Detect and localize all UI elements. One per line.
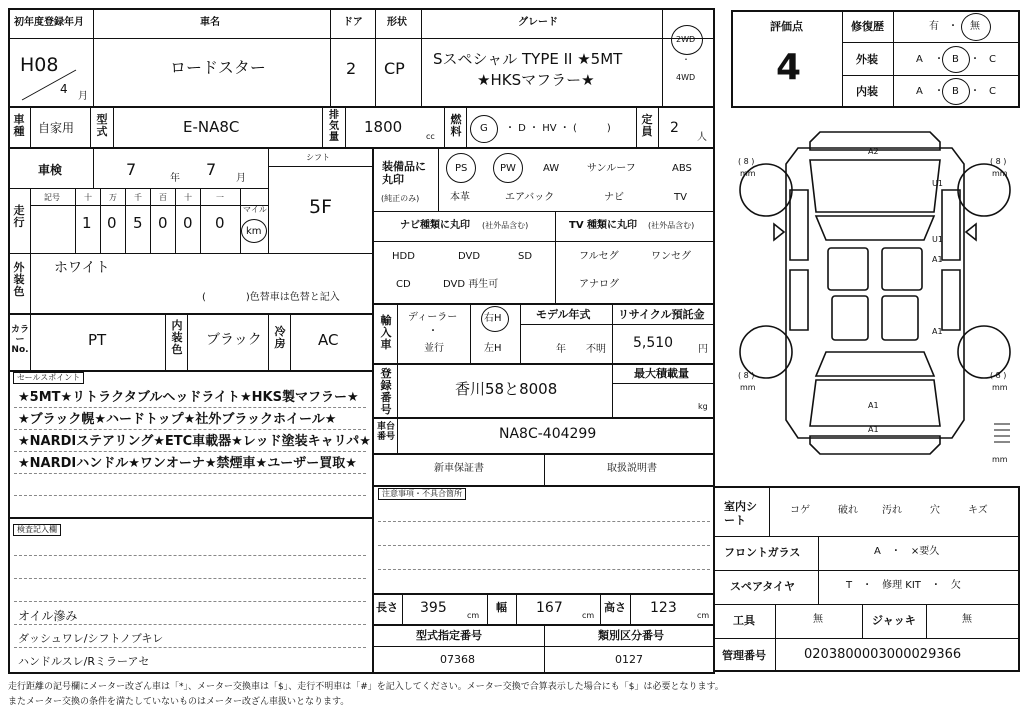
exterior-dot2: ・	[970, 54, 980, 65]
length-cm: cm	[467, 611, 480, 620]
score-label: 評価点	[770, 20, 803, 33]
fuel-rest: ・ D ・ HV ・ ( )	[505, 123, 611, 134]
shift-value: 5F	[309, 196, 333, 218]
mark-u1-a: U1	[932, 179, 943, 188]
fuel-label: 燃料	[450, 113, 462, 139]
spare-label: スペアタイヤ	[730, 580, 796, 593]
seat-tear: 破れ	[838, 505, 858, 516]
width-cm: cm	[582, 611, 595, 620]
mileage-digit-6: 0	[215, 214, 225, 232]
inspection-label: 車検	[38, 163, 63, 177]
inspector-label: 検査記入欄	[13, 524, 61, 536]
seat-label: 室内シート	[724, 500, 757, 528]
svg-text:( 8 ): ( 8 )	[738, 371, 755, 380]
digit-header-3: 千	[134, 193, 142, 202]
inspector-note-1: オイル滲み	[18, 609, 78, 623]
digit-header-5: 十	[184, 193, 192, 202]
interior-label: 内装	[856, 85, 878, 98]
digit-header-symbol: 記号	[44, 193, 60, 202]
exterior-a: A	[916, 54, 923, 65]
drive-4wd: 4WD	[676, 73, 696, 82]
car-damage-diagram	[728, 120, 1022, 480]
sales-line-3: ★NARDIステアリング★ETC車載器★レッド塗装キャリパ★	[18, 434, 371, 449]
svg-text:( 8 ): ( 8 )	[738, 157, 755, 166]
navi-hdd: HDD	[392, 251, 415, 262]
color-value: ホワイト	[54, 260, 110, 276]
color-code: PT	[88, 331, 107, 349]
equip-ps: PS	[455, 163, 468, 174]
model-value: E-NA8C	[183, 118, 240, 136]
tv-sub: (社外品含む)	[648, 221, 695, 230]
mark-a1-a: A1	[932, 255, 943, 264]
kg-unit: kg	[698, 402, 708, 411]
tv-fullseg: フルセグ	[579, 251, 619, 262]
use-label: 車種	[13, 113, 25, 139]
jack-value: 無	[962, 614, 972, 625]
length-label: 長さ	[376, 601, 398, 614]
ac-label: 冷房	[274, 325, 286, 351]
inspector-note-2: ダッシュワレ/シフトノブキレ	[18, 632, 164, 645]
navi-sub: (社外品含む)	[482, 221, 529, 230]
mileage-digit-5: 0	[183, 214, 193, 232]
interior-color-label: 内装色	[171, 319, 183, 357]
mileage-digit-4: 0	[158, 214, 168, 232]
svg-text:mm: mm	[740, 169, 756, 178]
exterior-label: 外装	[856, 53, 878, 66]
inspection-year: 7	[126, 160, 137, 179]
grade-line1: Sスペシャル TYPE II ★5MT	[433, 50, 623, 68]
height-label: 高さ	[604, 601, 626, 614]
max-load-label: 最大積載量	[634, 367, 689, 380]
recycle-value: 5,510	[633, 335, 674, 351]
class-no: 0127	[615, 653, 643, 666]
inspector-note-3: ハンドルスレ/Rミラーアセ	[18, 655, 150, 668]
tv-analog: アナログ	[579, 279, 619, 290]
type-no: 07368	[440, 653, 475, 666]
import-parallel: 並行	[424, 343, 444, 354]
equip-aw: AW	[543, 163, 560, 174]
repair-label: 修復歴	[851, 20, 884, 33]
equip-pw: PW	[500, 163, 516, 174]
fuel-g: G	[480, 123, 488, 134]
yen-unit: 円	[698, 344, 708, 355]
cc-unit: cc	[426, 132, 435, 141]
doors-label: ドア	[343, 17, 363, 28]
svg-text:( 8 ): ( 8 )	[990, 371, 1007, 380]
navi-label: ナビ種類に丸印	[400, 220, 470, 231]
interior-dot2: ・	[970, 86, 980, 97]
shape-value: CP	[384, 59, 405, 78]
mileage-label: 走行	[13, 204, 25, 230]
sales-line-2: ★ブラック幌★ハードトップ★社外ブラックホイール★	[18, 412, 337, 427]
model-year: 年 不明	[556, 344, 606, 355]
interior-a: A	[916, 86, 923, 97]
month-unit: 月	[78, 91, 88, 102]
import-dot: ・	[428, 326, 438, 337]
tools-label: 工具	[733, 614, 755, 627]
svg-text:mm: mm	[740, 383, 756, 392]
repair-no: 無	[970, 21, 980, 32]
color-code-label: カラーNo.	[10, 325, 29, 355]
car-name: ロードスター	[170, 58, 266, 77]
shape-label: 形状	[387, 17, 407, 28]
type-no-label: 型式指定番号	[416, 629, 482, 642]
equip-airbag: エアバック	[505, 192, 555, 203]
svg-text:( 8 ): ( 8 )	[990, 157, 1007, 166]
registration-value: 香川58と8008	[455, 380, 558, 398]
digit-header-2: 万	[109, 193, 117, 202]
warranty-label: 新車保証書	[434, 463, 484, 474]
navi-dvd-play: DVD 再生可	[443, 279, 499, 290]
mileage-digit-2: 0	[107, 214, 117, 232]
ac-value: AC	[318, 331, 339, 349]
equipment-label: 装備品に丸印	[382, 160, 426, 187]
model-year-label: モデル年式	[536, 308, 591, 321]
mgmt-value: 0203800003000029366	[804, 647, 962, 662]
interior-dot1: ・	[934, 86, 944, 97]
shift-label: シフト	[306, 153, 330, 162]
equip-navi: ナビ	[604, 192, 624, 203]
chassis-label: 車台番号	[376, 422, 395, 442]
spare-value: T ・ 修理 KIT ・ 欠	[846, 580, 961, 591]
navi-dvd: DVD	[458, 251, 481, 262]
digit-header-1: 十	[84, 193, 92, 202]
first-reg-era: H08	[20, 54, 59, 76]
interior-color: ブラック	[206, 332, 262, 348]
svg-text:mm: mm	[992, 455, 1008, 464]
drive-dot: ・	[682, 55, 690, 64]
inspection-month: 7	[206, 160, 217, 179]
model-label: 型式	[96, 113, 108, 139]
notes-label: 注意事項・不具合箇所	[378, 488, 466, 500]
import-label: 輸入車	[380, 314, 392, 352]
tv-label: TV 種類に丸印	[569, 220, 638, 231]
tools-value: 無	[813, 614, 823, 625]
svg-text:mm: mm	[992, 169, 1008, 178]
drive-2wd: 2WD	[676, 35, 696, 44]
person-unit: 人	[697, 132, 707, 143]
registration-label: 登録番号	[380, 367, 392, 417]
disp-label: 排気量	[329, 110, 339, 143]
equipment-sub: (純正のみ)	[381, 194, 420, 203]
interior-c: C	[989, 86, 996, 97]
chassis-value: NA8C-404299	[499, 426, 597, 442]
grade-label: グレード	[518, 17, 558, 28]
inspection-year-unit: 年	[170, 173, 180, 184]
length-value: 395	[420, 600, 447, 616]
width-label: 幅	[496, 601, 507, 614]
digit-header-4: 百	[159, 193, 167, 202]
exterior-b: B	[952, 54, 959, 65]
seat-stain: 汚れ	[882, 505, 902, 516]
repair-dot: ・	[948, 21, 958, 32]
manual-label: 取扱説明書	[607, 463, 657, 474]
sales-line-1: ★5MT★リトラクタブルヘッドライト★HKS製マフラー★	[18, 390, 359, 405]
color-note: ( )色替車は色替と記入	[202, 292, 340, 303]
width-value: 167	[536, 600, 563, 616]
sales-line-4: ★NARDIハンドル★ワンオーナ★禁煙車★ユーザー買取★	[18, 456, 357, 471]
mgmt-label: 管理番号	[722, 649, 766, 662]
first-reg-label: 初年度登録年月	[14, 17, 84, 28]
height-cm: cm	[697, 611, 710, 620]
mark-a1-c: A1	[868, 401, 879, 410]
svg-text:mm: mm	[992, 383, 1008, 392]
seat-scratch: キズ	[968, 505, 988, 516]
navi-cd: CD	[396, 279, 411, 290]
interior-b: B	[952, 86, 959, 97]
km-label: km	[246, 226, 262, 237]
capacity-label: 定員	[641, 113, 653, 139]
mileage-digit-3: 5	[133, 214, 143, 232]
first-reg-month: 4	[60, 82, 68, 96]
exterior-dot1: ・	[934, 54, 944, 65]
doors-value: 2	[346, 59, 357, 78]
jack-label: ジャッキ	[872, 614, 916, 627]
mark-a1-b: A1	[932, 327, 943, 336]
height-value: 123	[650, 600, 677, 616]
sales-label: セールスポイント	[13, 372, 84, 384]
mile-label: マイル	[243, 205, 267, 214]
footer-line-2: またメーター交換の条件を満たしていないものはメーター改ざん車扱いとなります。	[8, 697, 350, 707]
disp-value: 1800	[364, 118, 403, 136]
color-label: 外装色	[13, 261, 25, 299]
glass-value: A ・ ×要久	[874, 546, 940, 557]
exterior-c: C	[989, 54, 996, 65]
navi-sd: SD	[518, 251, 533, 262]
capacity-value: 2	[670, 120, 679, 136]
mark-u1-b: U1	[932, 235, 943, 244]
left-h: 左H	[484, 343, 502, 354]
import-dealer: ディーラー	[408, 312, 458, 323]
mileage-digit-1: 1	[82, 214, 92, 232]
recycle-label: リサイクル預託金	[618, 308, 705, 321]
score-value: 4	[776, 47, 802, 88]
equip-leather: 本革	[450, 192, 470, 203]
seat-hole: 穴	[930, 505, 940, 516]
footer-line-1: 走行距離の記号欄にメーター改ざん車は「*」、メーター交換車は「$」、走行不明車は「#」を記入してください。メーター交換で合算表示した場合にも「$」は必要となります。	[8, 682, 724, 692]
car-name-label: 車名	[200, 17, 220, 28]
seat-burn: コゲ	[790, 505, 810, 516]
glass-label: フロントガラス	[724, 546, 801, 559]
use-value: 自家用	[38, 121, 75, 135]
digit-header-6: 一	[216, 193, 224, 202]
repair-yes: 有	[929, 21, 939, 32]
inspection-month-unit: 月	[236, 173, 246, 184]
tv-oneseg: ワンセグ	[651, 251, 691, 262]
equip-tv: TV	[674, 192, 687, 203]
mark-a2: A2	[868, 147, 879, 156]
grade-line2: ★HKSマフラー★	[477, 71, 595, 89]
mark-a1-d: A1	[868, 425, 879, 434]
right-h: 右H	[484, 313, 502, 324]
class-no-label: 類別区分番号	[598, 629, 664, 642]
equip-abs: ABS	[672, 163, 692, 174]
equip-sunroof: サンルーフ	[587, 163, 636, 174]
